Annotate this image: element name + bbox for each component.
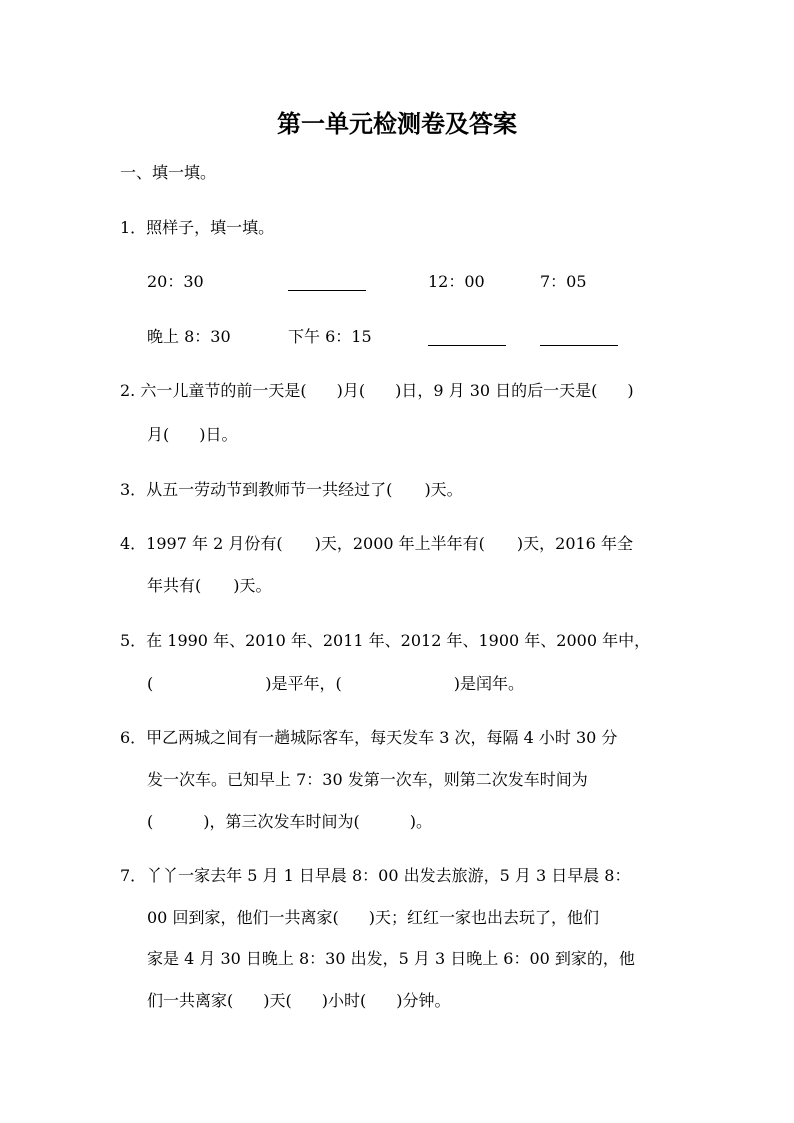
text: )天。 <box>424 480 463 499</box>
example-time-5: 下午 6：15 <box>288 327 372 346</box>
text: )，第三次发车时间为( <box>203 812 360 831</box>
question-4-line-1 <box>120 534 633 554</box>
question-5-line-1: 5．在 1990 年、2010 年、2011 年、2012 年、1900 年、2000 年中， <box>120 631 651 650</box>
text: 年共有( <box>147 576 202 595</box>
example-time-4: 晚上 8：30 <box>147 327 231 346</box>
text: ( <box>147 812 154 831</box>
question-3 <box>120 480 463 500</box>
example-time-3: 7：05 <box>540 272 587 291</box>
text: 00 回到家，他们一共离家( <box>147 908 339 927</box>
text: )是平年，( <box>265 674 342 693</box>
text: )分钟。 <box>396 991 451 1010</box>
text: )天；红红一家也出去玩了，他们 <box>368 908 599 927</box>
question-6-line-2: 发一次车。已知早上 7：30 发第一次车，则第二次发车时间为 <box>147 770 588 789</box>
question-6-line-1: 6．甲乙两城之间有一趟城际客车，每天发车 3 次，每隔 4 小时 30 分 <box>120 728 618 747</box>
question-7-line-3: 家是 4 月 30 日晚上 8：30 出发，5 月 3 日晚上 6：00 到家的，他 <box>147 949 635 968</box>
text: )天，2016 年全 <box>516 534 633 553</box>
question-5-line-2 <box>147 674 524 694</box>
text: )日，9 月 30 日的后一天是( <box>395 381 598 400</box>
example-time-2: 12：00 <box>428 272 485 291</box>
page-title: 第一单元检测卷及答案 <box>277 110 517 138</box>
question-1: 1．照样子，填一填。 <box>120 218 275 237</box>
answer-blank <box>288 276 366 291</box>
text: )天( <box>263 991 292 1010</box>
text: )是闰年。 <box>453 674 524 693</box>
text: )天。 <box>233 576 272 595</box>
text: 3．从五一劳动节到教师节一共经过了( <box>120 480 393 499</box>
example-time-1: 20：30 <box>147 272 204 291</box>
text: 4．1997 年 2 月份有( <box>120 534 283 553</box>
text: )月( <box>336 381 366 400</box>
question-7-line-4 <box>147 991 451 1011</box>
question-4-line-2 <box>147 576 272 596</box>
text: )。 <box>409 812 432 831</box>
text: )日。 <box>199 425 238 444</box>
question-7-line-2 <box>147 908 599 928</box>
text: 2. 六一儿童节的前一天是( <box>120 381 307 400</box>
text: 们一共离家( <box>147 991 234 1010</box>
answer-blank <box>540 331 618 346</box>
text: )天，2000 年上半年有( <box>314 534 485 553</box>
question-2-line-1 <box>120 381 634 401</box>
text: ) <box>627 381 634 400</box>
text: ( <box>147 674 154 693</box>
text: 月( <box>147 425 170 444</box>
section-heading: 一、填一填。 <box>120 163 217 182</box>
question-7-line-1: 7．丫丫一家去年 5 月 1 日早晨 8：00 出发去旅游，5 月 3 日早晨 8： <box>120 866 631 885</box>
answer-blank <box>428 331 506 346</box>
text: )小时( <box>321 991 367 1010</box>
question-2-line-2 <box>147 425 238 445</box>
question-6-line-3 <box>147 812 432 832</box>
